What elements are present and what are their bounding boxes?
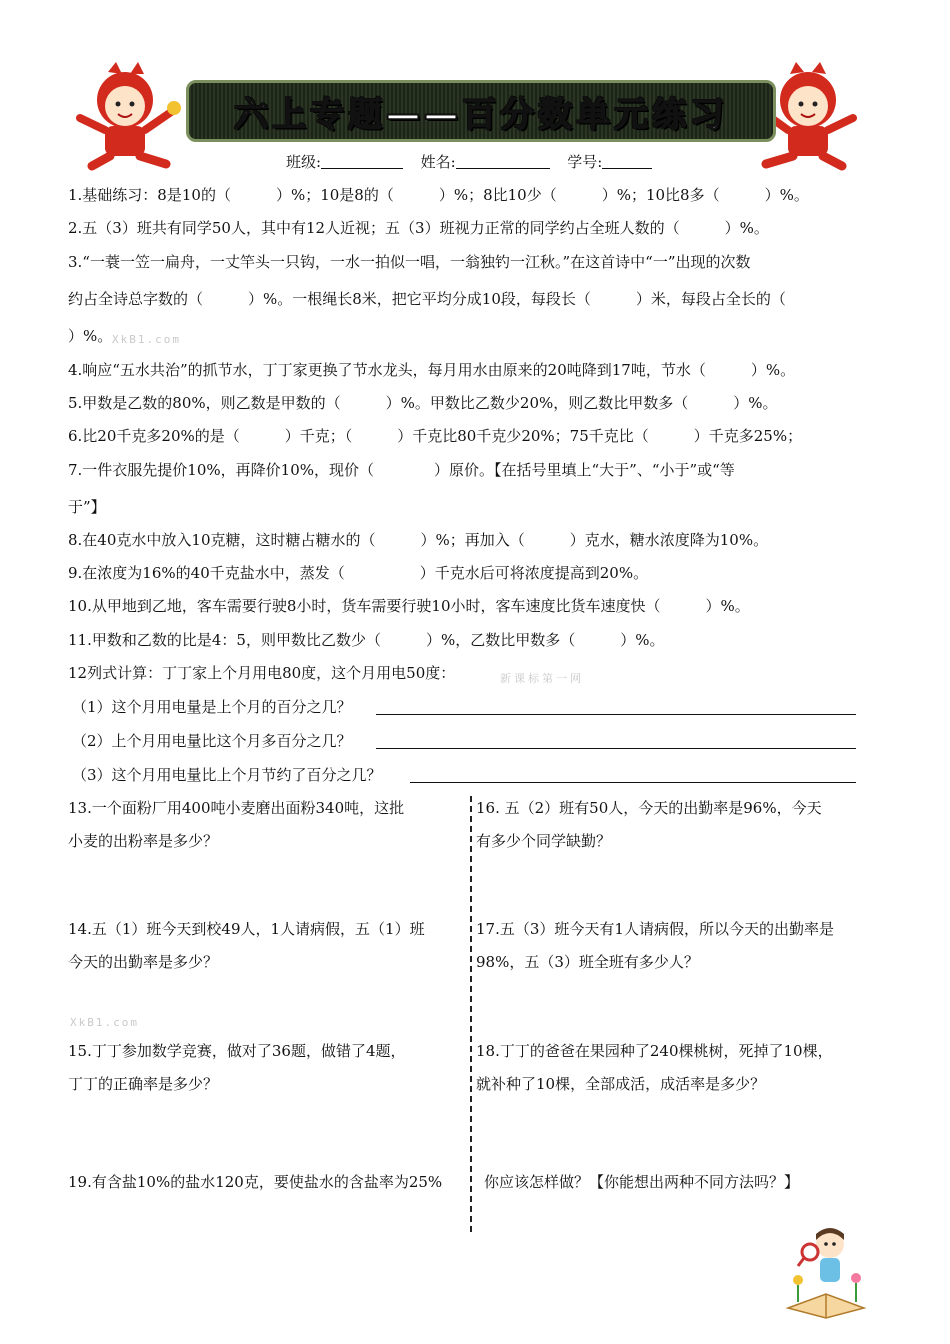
name-label: 姓名:	[420, 153, 456, 171]
question-12-part-1: （1）这个月用电量是上个月的百分之几？	[72, 698, 352, 716]
column-divider	[470, 796, 472, 1232]
question-14-line-2: 今天的出勤率是多少？	[68, 953, 219, 971]
question-9: 9.在浓度为16%的40千克盐水中，蒸发（ ）千克水后可将浓度提高到20%。	[68, 564, 649, 582]
question-17-line-1: 17.五（3）班今天有1人请病假，所以今天的出勤率是	[476, 920, 834, 938]
question-8: 8.在40克水中放入10克糖，这时糖占糖水的（ ）%；再加入（ ）克水，糖水浓度降为10%。	[68, 531, 769, 549]
watermark-3: 新课标第一网	[500, 672, 584, 685]
question-19-line-2: 你应该怎样做？【你能想出两种不同方法吗？】	[484, 1173, 800, 1191]
student-info-row	[286, 152, 652, 172]
watermark-1: XkB1.com	[112, 333, 181, 346]
answer-line-12-3[interactable]	[410, 782, 856, 783]
kid-with-book-image	[782, 1222, 870, 1320]
question-11: 11.甲数和乙数的比是4：5，则甲数比乙数少（ ）%，乙数比甲数多（ ）%。	[68, 631, 665, 649]
question-7-line-2: 于”】	[68, 498, 106, 516]
question-14-line-1: 14.五（1）班今天到校49人，1人请病假，五（1）班	[68, 920, 425, 938]
question-3-line-1: 3.“一蓑一笠一扁舟，一丈竿头一只钩，一水一拍似一唱，一翁独钓一江秋。”在这首诗中“一”出现的次数	[68, 253, 751, 271]
question-3-line-2: 约占全诗总字数的（ ）%。一根绳长8米，把它平均分成10段，每段长（ ）米，每段占全长的（	[68, 290, 786, 308]
id-field[interactable]	[602, 153, 652, 169]
question-12-part-3: （3）这个月用电量比上个月节约了百分之几？	[72, 766, 382, 784]
id-label: 学号:	[567, 153, 603, 171]
name-field[interactable]	[456, 153, 550, 169]
question-17-line-2: 98%，五（3）班全班有多少人？	[476, 953, 699, 971]
question-10: 10.从甲地到乙地，客车需要行驶8小时，货车需要行驶10小时，客车速度比货车速度快（ ）%。	[68, 597, 750, 615]
question-15-line-2: 丁丁的正确率是多少？	[68, 1075, 219, 1093]
question-15-line-1: 15.丁丁参加数学竞赛，做对了36题，做错了4题，	[68, 1042, 406, 1060]
title-banner	[186, 80, 776, 142]
question-7-line-1: 7.一件衣服先提价10%，再降价10%，现价（ ）原价。【在括号里填上“大于”、“小于”或“等	[68, 461, 735, 479]
question-18-line-2: 就补种了10棵，全部成活，成活率是多少？	[476, 1075, 766, 1093]
class-label: 班级:	[286, 153, 322, 171]
question-16-line-2: 有多少个同学缺勤？	[476, 832, 612, 850]
question-5: 5.甲数是乙数的80%，则乙数是甲数的（ ）%。甲数比乙数少20%，则乙数比甲数多（ ）%。	[68, 394, 778, 412]
question-16-line-1: 16. 五（2）班有50人，今天的出勤率是96%，今天	[476, 799, 822, 817]
answer-line-12-2[interactable]	[376, 748, 856, 749]
watermark-2: XkB1.com	[70, 1016, 139, 1029]
question-13-line-1: 13.一个面粉厂用400吨小麦磨出面粉340吨，这批	[68, 799, 405, 817]
banner-title: 六上专题——百分数单元练习	[234, 94, 728, 135]
question-2: 2.五（3）班共有同学50人，其中有12人近视；五（3）班视力正常的同学约占全班人数的（ ）%。	[68, 219, 769, 237]
answer-line-12-1[interactable]	[376, 714, 856, 715]
question-4: 4.响应“五水共治”的抓节水，丁丁家更换了节水龙头，每月用水由原来的20吨降到17吨，节水（ ）%。	[68, 361, 796, 379]
question-19-line-1: 19.有含盐10%的盐水120克，要使盐水的含盐率为25%	[68, 1173, 443, 1191]
question-18-line-1: 18.丁丁的爸爸在果园种了240棵桃树，死掉了10棵，	[476, 1042, 833, 1060]
question-3-line-3: ）%。	[68, 327, 113, 345]
question-12-part-2: （2）上个月用电量比这个月多百分之几？	[72, 732, 352, 750]
question-6: 6.比20千克多20%的是（ ）千克；（ ）千克比80千克少20%；75千克比（ ）千克多25%；	[68, 427, 803, 445]
question-13-line-2: 小麦的出粉率是多少？	[68, 832, 219, 850]
question-1: 1.基础练习：8是10的（ ）%；10是8的（ ）%；8比10少（ ）%；10比8多（ ）%。	[68, 186, 809, 204]
question-12: 12列式计算：丁丁家上个月用电80度，这个月用电50度：	[68, 664, 456, 682]
class-field[interactable]	[321, 153, 403, 169]
left-mascot-image	[70, 60, 185, 172]
